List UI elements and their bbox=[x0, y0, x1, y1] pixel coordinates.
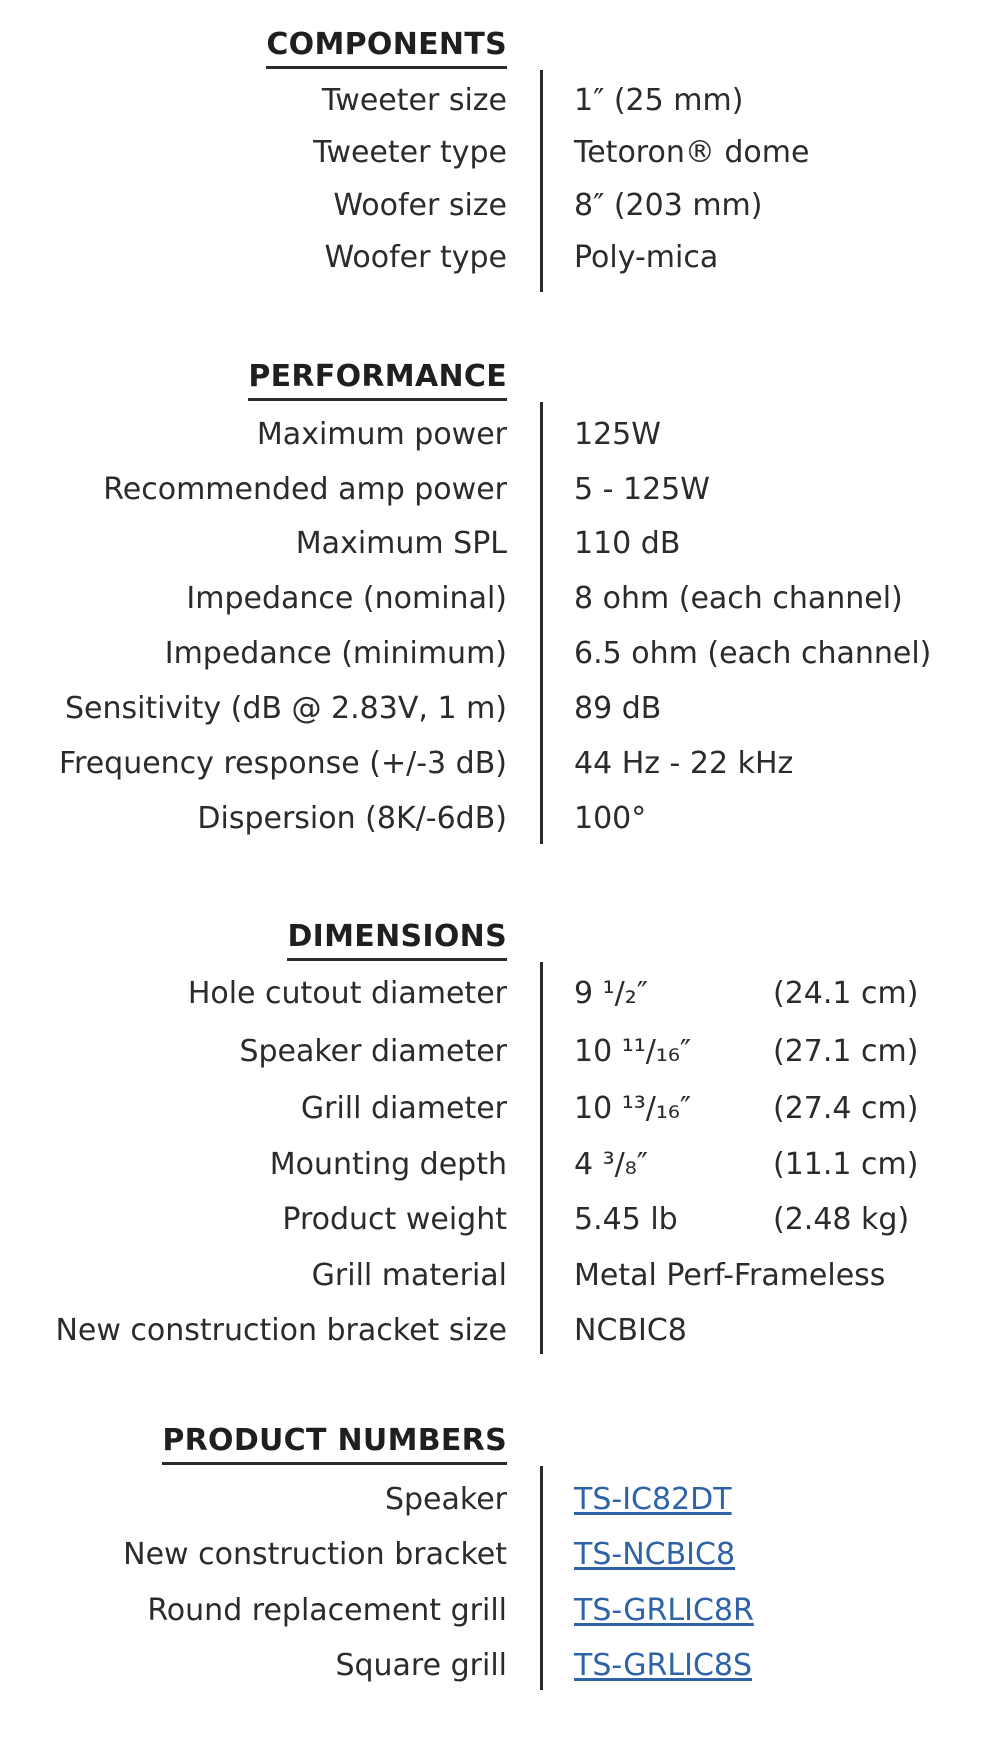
spec-label: Impedance (minimum) bbox=[164, 636, 507, 671]
spec-label: Maximum SPL bbox=[295, 526, 507, 561]
spec-label: Tweeter size bbox=[321, 83, 507, 118]
product-number-link-round-grill[interactable]: TS-GRLIC8R bbox=[574, 1593, 754, 1628]
spec-row-dispersion bbox=[0, 799, 1000, 855]
spec-label: Speaker bbox=[384, 1482, 507, 1517]
spec-row-mounting-depth bbox=[0, 1145, 1000, 1201]
spec-row-square-grill bbox=[0, 1646, 1000, 1702]
spec-row-maximum-spl bbox=[0, 524, 1000, 580]
spec-row-impedance-nominal bbox=[0, 579, 1000, 635]
spec-value: 6.5 ohm (each channel) bbox=[574, 636, 932, 671]
spec-value-metric: (24.1 cm) bbox=[773, 976, 919, 1011]
spec-value-metric: (2.48 kg) bbox=[773, 1202, 910, 1237]
spec-row-sensitivity bbox=[0, 689, 1000, 745]
spec-label: Dispersion (8K/-6dB) bbox=[197, 801, 507, 836]
section-title: DIMENSIONS bbox=[287, 920, 507, 961]
spec-value: 44 Hz - 22 kHz bbox=[574, 746, 794, 781]
spec-label: New construction bracket bbox=[123, 1537, 507, 1572]
spec-value: NCBIC8 bbox=[574, 1313, 687, 1348]
spec-label: Speaker diameter bbox=[239, 1034, 507, 1069]
spec-label: Maximum power bbox=[256, 417, 507, 452]
spec-label: Mounting depth bbox=[269, 1147, 507, 1182]
spec-value: Tetoron® dome bbox=[574, 135, 810, 170]
spec-row-round-replacement-grill bbox=[0, 1591, 1000, 1647]
spec-value: 4 ³/₈″ bbox=[574, 1147, 648, 1182]
spec-label: Recommended amp power bbox=[103, 472, 507, 507]
spec-value: 5 - 125W bbox=[574, 472, 710, 507]
spec-row-recommended-amp-power bbox=[0, 470, 1000, 526]
spec-value: 8 ohm (each channel) bbox=[574, 581, 903, 616]
spec-label: Sensitivity (dB @ 2.83V, 1 m) bbox=[64, 691, 507, 726]
section-title: PRODUCT NUMBERS bbox=[162, 1424, 507, 1465]
spec-row-hole-cutout-diameter bbox=[0, 974, 1000, 1030]
spec-label: Grill diameter bbox=[300, 1091, 507, 1126]
spec-value: Metal Perf-Frameless bbox=[574, 1258, 886, 1293]
spec-row-tweeter-type bbox=[0, 133, 1000, 189]
product-number-link-bracket[interactable]: TS-NCBIC8 bbox=[574, 1537, 736, 1572]
spec-row-woofer-type bbox=[0, 238, 1000, 294]
section-title: COMPONENTS bbox=[266, 28, 507, 69]
spec-row-tweeter-size bbox=[0, 81, 1000, 137]
spec-row-maximum-power bbox=[0, 415, 1000, 471]
spec-label: Hole cutout diameter bbox=[187, 976, 507, 1011]
spec-value: Poly-mica bbox=[574, 240, 719, 275]
spec-value-metric: (27.4 cm) bbox=[773, 1091, 919, 1126]
spec-row-product-weight bbox=[0, 1200, 1000, 1256]
spec-value: 9 ¹/₂″ bbox=[574, 976, 648, 1011]
spec-value: 100° bbox=[574, 801, 647, 836]
spec-value: 10 ¹¹/₁₆″ bbox=[574, 1034, 692, 1069]
spec-label: Frequency response (+/-3 dB) bbox=[58, 746, 507, 781]
spec-label: New construction bracket size bbox=[55, 1313, 507, 1348]
spec-value: 1″ (25 mm) bbox=[574, 83, 744, 118]
spec-row-speaker bbox=[0, 1480, 1000, 1536]
spec-row-woofer-size bbox=[0, 186, 1000, 242]
spec-value: 8″ (203 mm) bbox=[574, 188, 763, 223]
spec-value: 110 dB bbox=[574, 526, 681, 561]
spec-row-speaker-diameter bbox=[0, 1032, 1000, 1088]
spec-value: 5.45 lb bbox=[574, 1202, 678, 1237]
spec-value-metric: (11.1 cm) bbox=[773, 1147, 919, 1182]
spec-row-impedance-minimum bbox=[0, 634, 1000, 690]
spec-value: 10 ¹³/₁₆″ bbox=[574, 1091, 692, 1126]
spec-label: Tweeter type bbox=[313, 135, 507, 170]
spec-label: Impedance (nominal) bbox=[186, 581, 507, 616]
spec-label: Product weight bbox=[282, 1202, 507, 1237]
spec-label: Round replacement grill bbox=[147, 1593, 507, 1628]
spec-row-grill-diameter bbox=[0, 1089, 1000, 1145]
spec-row-bracket-size bbox=[0, 1311, 1000, 1367]
spec-row-grill-material bbox=[0, 1256, 1000, 1312]
section-title: PERFORMANCE bbox=[248, 360, 507, 401]
spec-row-frequency-response bbox=[0, 744, 1000, 800]
spec-row-new-construction-bracket bbox=[0, 1535, 1000, 1591]
spec-label: Woofer size bbox=[333, 188, 507, 223]
spec-value: 89 dB bbox=[574, 691, 662, 726]
product-number-link-speaker[interactable]: TS-IC82DT bbox=[574, 1482, 732, 1517]
spec-label: Grill material bbox=[311, 1258, 507, 1293]
spec-label: Woofer type bbox=[324, 240, 507, 275]
product-number-link-square-grill[interactable]: TS-GRLIC8S bbox=[574, 1648, 753, 1683]
spec-value: 125W bbox=[574, 417, 661, 452]
spec-label: Square grill bbox=[335, 1648, 507, 1683]
spec-value-metric: (27.1 cm) bbox=[773, 1034, 919, 1069]
